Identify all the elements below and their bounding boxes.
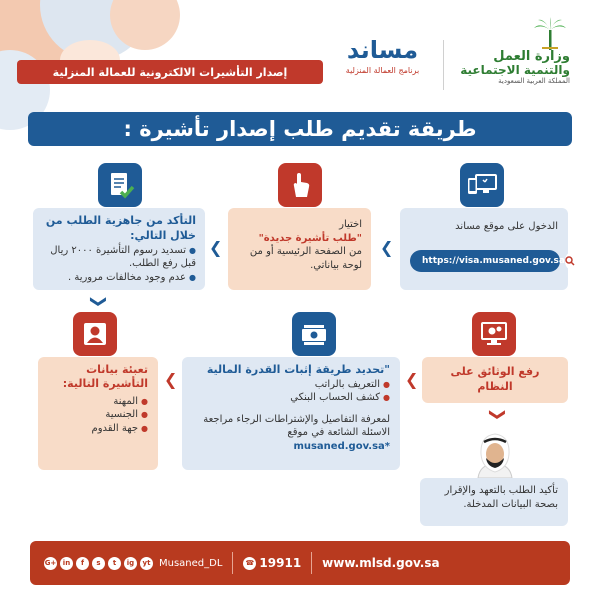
step-financial-box	[182, 357, 400, 470]
phone-computer-icon	[460, 163, 504, 207]
youtube-icon[interactable]: yt	[140, 557, 153, 570]
musaned-logo	[330, 38, 435, 75]
step-choose-prefix: اختيار	[339, 219, 362, 230]
step-fill-heading: تعبئة بيانات التأشيرة التالية:	[62, 363, 148, 391]
step-financial-item: ● كشف الحساب البنكي	[190, 391, 390, 405]
document-check-icon	[98, 163, 142, 207]
money-icon	[292, 312, 336, 356]
step-fill-box	[38, 357, 158, 470]
step-choose-highlight: "طلب تأشيرة جديدة"	[258, 232, 362, 244]
step-confirm-box	[420, 478, 568, 526]
footer	[30, 541, 570, 585]
chevron-down-icon: ❮	[486, 407, 506, 422]
linkedin-icon[interactable]: in	[60, 557, 73, 570]
pointer-hand-icon	[278, 163, 322, 207]
user-icon	[73, 312, 117, 356]
step-choose-suffix: من الصفحة الرئيسية أو من لوحة بياناتي.	[249, 246, 362, 271]
footer-divider	[311, 552, 312, 574]
google-plus-icon[interactable]: G+	[44, 557, 57, 570]
chevron-left-icon: ❮	[209, 238, 223, 257]
phone-icon: ☎	[243, 557, 256, 570]
chevron-left-icon: ❮	[405, 370, 419, 389]
footer-website[interactable]: www.mlsd.gov.sa	[322, 556, 440, 570]
musaned-visa-link[interactable]	[410, 250, 565, 272]
chevron-down-icon: ❮	[87, 294, 107, 309]
step-upload-heading: رفع الوثائق على النظام	[450, 365, 540, 393]
step-financial-heading: "تحديد طريقة إثبات القدرة المالية	[206, 363, 390, 376]
step-financial-item: ● التعريف بالراتب	[190, 378, 390, 392]
footer-divider	[232, 552, 233, 574]
palm-logo-icon	[532, 16, 568, 52]
ministry-country: المملكة العربية السعودية	[498, 77, 570, 86]
facebook-icon[interactable]: f	[76, 557, 89, 570]
search-icon	[565, 253, 575, 269]
step-upload-box	[422, 357, 568, 403]
twitter-icon[interactable]: t	[108, 557, 121, 570]
page-title: طريقة تقديم طلب إصدار تأشيرة :	[28, 112, 572, 146]
monitor-gear-icon	[472, 312, 516, 356]
step-fill-item: ● المهنة	[46, 395, 148, 409]
step-financial-site: musaned.gov.sa*	[293, 440, 390, 452]
step-verify-item: ● عدم وجود مخالفات مرورية .	[42, 271, 196, 285]
ministry-name-line1: وزارة العمل	[493, 49, 570, 64]
header-divider	[443, 40, 444, 90]
step-fill-item: ● الجنسية	[46, 408, 148, 422]
ministry-name	[452, 50, 570, 85]
ministry-name-line2: والتنمية الاجتماعية	[460, 62, 570, 77]
step-login-text: الدخول على موقع مساند	[455, 221, 558, 232]
instagram-icon[interactable]: ig	[124, 557, 137, 570]
snapchat-icon[interactable]: s	[92, 557, 105, 570]
step-verify-item: ● تسديد رسوم التأشيرة ٢٠٠٠ ريال قبل رفع الطلب.	[42, 244, 196, 271]
step-login-box	[400, 208, 568, 290]
musaned-visa-url: https://visa.musaned.gov.sa	[422, 255, 565, 266]
header-banner: إصدار التأشيرات الالكترونية للعمالة المنزلية	[17, 60, 323, 84]
footer-phone[interactable]: 19911	[259, 556, 302, 570]
step-verify-heading: التأكد من جاهزية الطلب من خلال التالي:	[45, 214, 196, 242]
step-choose-box	[228, 208, 371, 290]
step-confirm-text: تأكيد الطلب بالتعهد والإقرار بصحة البيانات المدخلة.	[444, 485, 558, 510]
step-verify-box	[33, 208, 205, 290]
musaned-logo-text: مساند	[346, 36, 419, 64]
musaned-tagline: برنامج العمالة المنزلية	[345, 66, 420, 75]
step-financial-note: لمعرفة التفاصيل والإشتراطات الرجاء مراجعة الاسئلة الشائعة في موقع	[203, 413, 390, 439]
chevron-left-icon: ❮	[164, 370, 178, 389]
step-fill-item: ● جهة القدوم	[46, 422, 148, 436]
social-handle[interactable]: Musaned_DL	[159, 557, 223, 569]
saudi-man-avatar	[470, 428, 520, 478]
chevron-left-icon: ❮	[380, 238, 394, 257]
